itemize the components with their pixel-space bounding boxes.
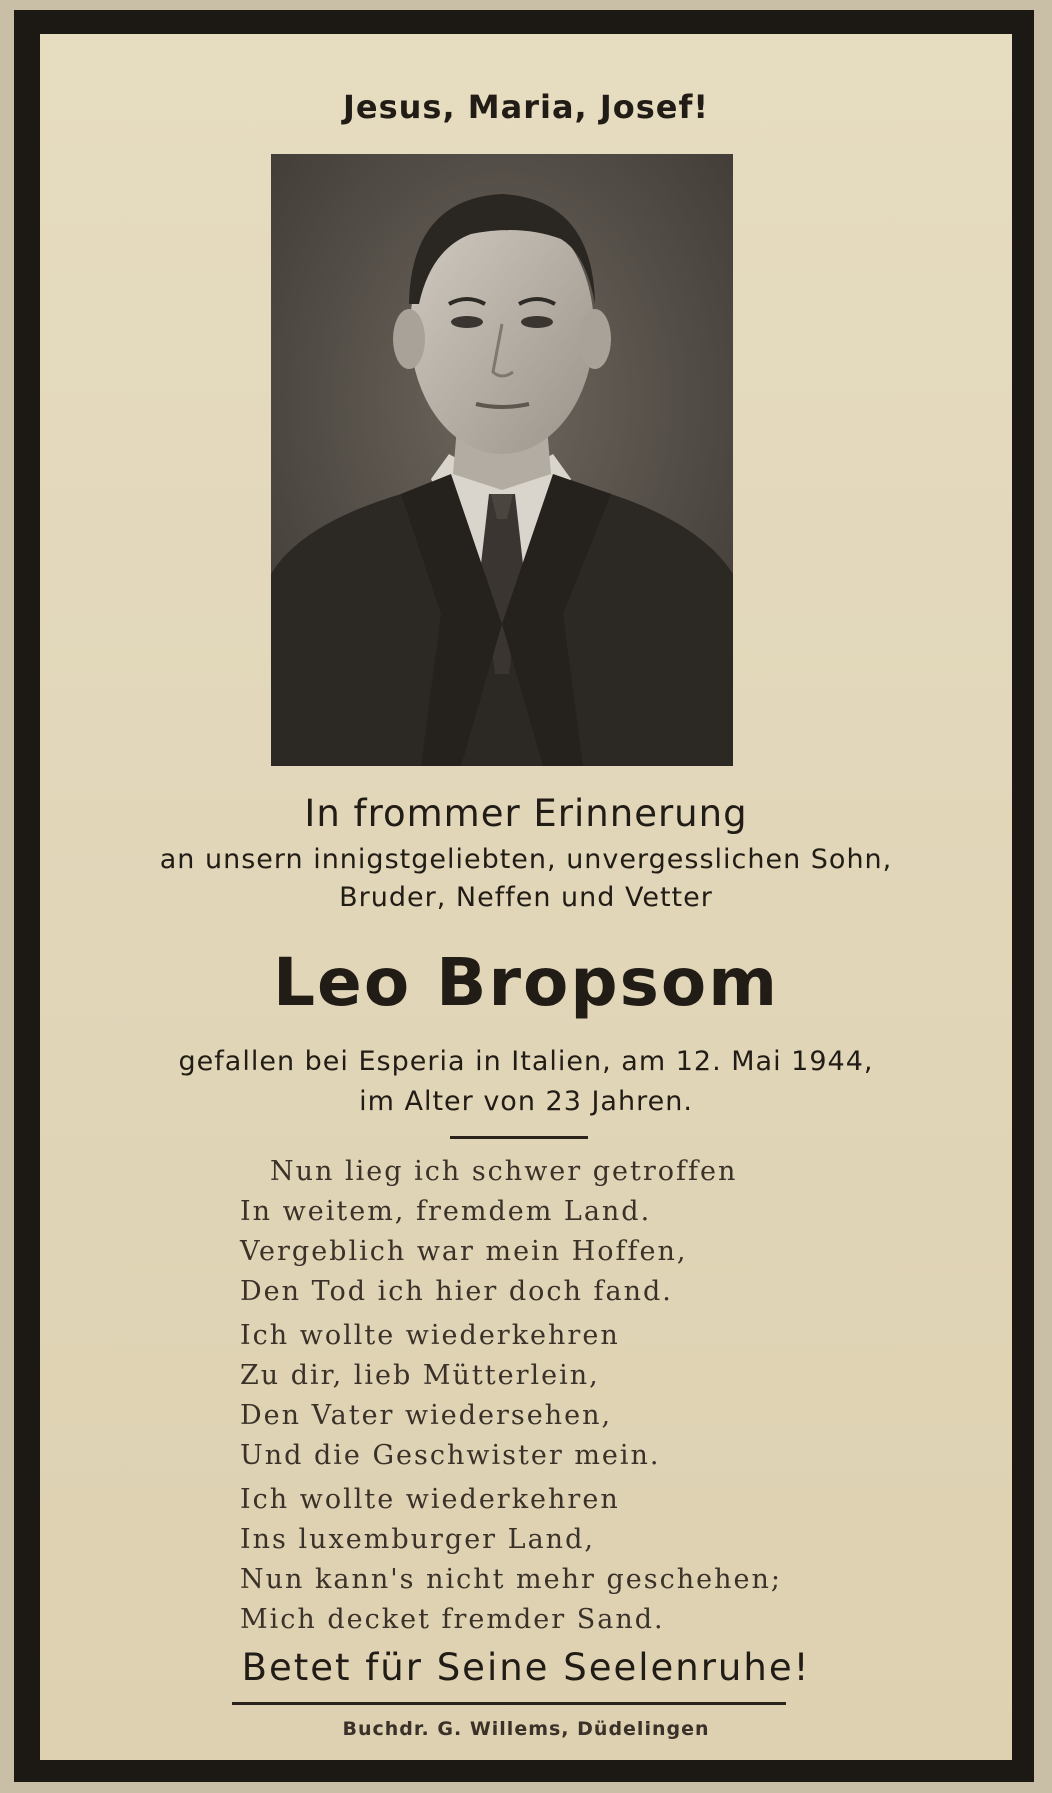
- poem-line: Den Vater wiedersehen,: [240, 1400, 613, 1431]
- memorial-card: [14, 10, 1034, 1782]
- divider: [232, 1702, 786, 1705]
- death-details: gefallen bei Esperia in Italien, am 12. Mai 1944,: [178, 1046, 874, 1077]
- poem-line: Ins luxemburger Land,: [240, 1524, 595, 1555]
- portrait-photo: [271, 154, 733, 766]
- poem-stanza: [240, 1152, 780, 1312]
- poem-line: Zu dir, lieb Mütterlein,: [240, 1360, 600, 1391]
- poem-line: Und die Geschwister mein.: [240, 1440, 661, 1471]
- poem-line: Den Tod ich hier doch fand.: [240, 1276, 673, 1307]
- poem-stanza: [240, 1316, 780, 1476]
- header-invocation: Jesus, Maria, Josef!: [342, 88, 709, 126]
- intro-line: Bruder, Neffen und Vetter: [339, 882, 713, 913]
- portrait-illustration: [271, 154, 733, 766]
- poem-line: Ich wollte wiederkehren: [240, 1484, 620, 1515]
- deceased-name: Leo Bropsom: [273, 944, 779, 1021]
- intro-heading: In frommer Erinnerung: [304, 792, 748, 835]
- intro-line: an unsern innigstgeliebten, unvergesslichen Sohn,: [159, 844, 893, 875]
- printer-credit: Buchdr. G. Willems, Düdelingen: [342, 1718, 710, 1740]
- memorial-poem: [240, 1152, 780, 1644]
- card-paper: [40, 34, 1012, 1760]
- poem-line: Vergeblich war mein Hoffen,: [240, 1236, 688, 1267]
- divider: [450, 1136, 588, 1139]
- poem-line: Nun lieg ich schwer getroffen: [270, 1156, 738, 1187]
- poem-line: Nun kann's nicht mehr geschehen;: [240, 1564, 782, 1595]
- poem-line: Mich decket fremder Sand.: [240, 1604, 665, 1635]
- poem-line: In weitem, fremdem Land.: [240, 1196, 652, 1227]
- closing-prayer: Betet für Seine Seelenruhe!: [241, 1646, 811, 1689]
- poem-line: Ich wollte wiederkehren: [240, 1320, 620, 1351]
- poem-stanza: [240, 1480, 780, 1640]
- age-details: im Alter von 23 Jahren.: [359, 1086, 693, 1117]
